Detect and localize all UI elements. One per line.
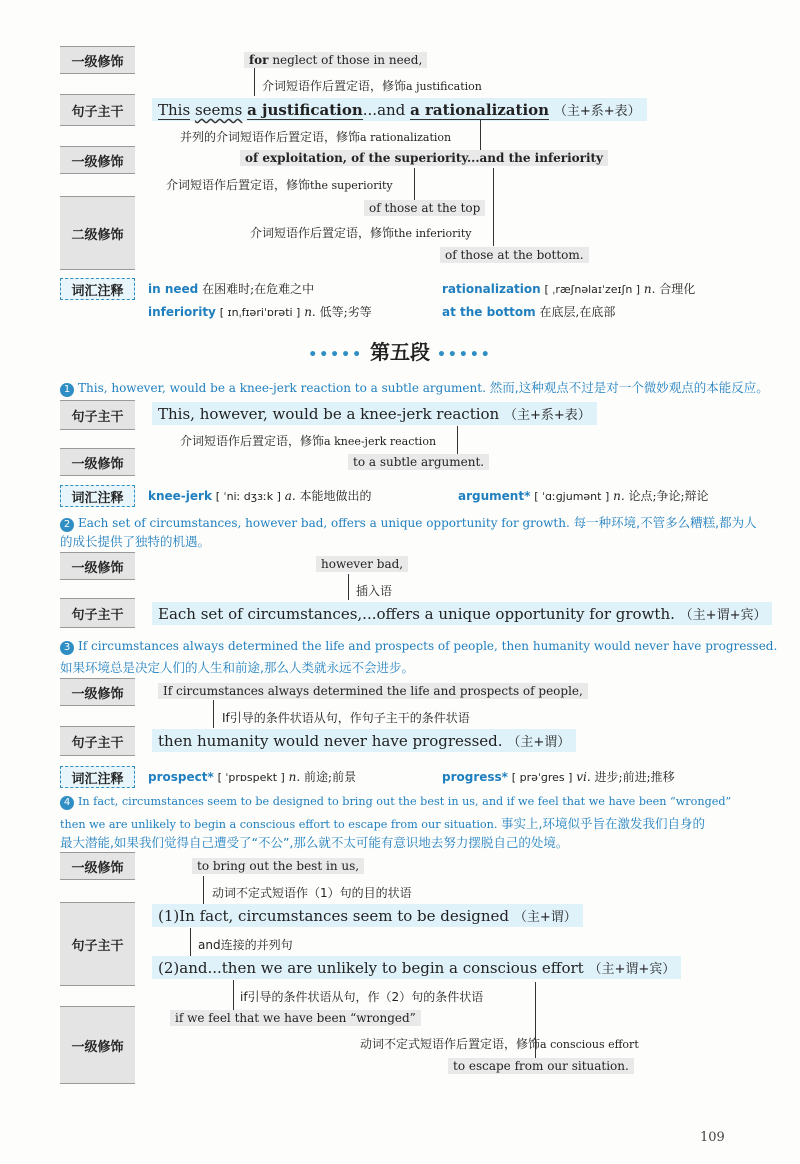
vocab-phonetic: [ ˈɑːɡjumənt ]	[534, 490, 610, 503]
vocab-word: at the bottom	[442, 305, 536, 319]
vocab-pos: n.	[288, 770, 301, 784]
vocab-label-p4: 词汇注释	[60, 278, 135, 300]
first-mod-label-s1: 一级修饰	[60, 448, 135, 476]
decor-dots-right: •••••	[436, 347, 492, 363]
vocab-label-s1: 词汇注释	[60, 485, 135, 507]
p4-frag1: for neglect of those in need,	[244, 52, 427, 68]
s4-note4-en: a conscious effort	[540, 1038, 639, 1051]
vocab-label-s3: 词汇注释	[60, 766, 135, 788]
s4-sentence2-text: (2)and...then we are unlikely to begin a conscious effort	[158, 959, 584, 977]
p4-frag4: of those at the bottom.	[440, 247, 589, 263]
second-mod-label-p4: 二级修饰	[60, 196, 135, 270]
first-mod-label-p4: 一级修饰	[60, 46, 135, 74]
decor-dots-left: •••••	[308, 347, 364, 363]
s4-structure-tag2: （主+谓+宾）	[588, 962, 676, 977]
s2-main-sentence	[152, 602, 772, 625]
main-label-p4: 句子主干	[60, 94, 135, 126]
sentence-number-badge: 2	[60, 518, 74, 532]
vocab-def: 论点;争论;辩论	[628, 489, 709, 503]
vocab-word: rationalization	[442, 282, 541, 296]
connector-line	[480, 120, 481, 150]
s2-cn1: 每一种环境,不管多么糟糕,都为人	[573, 515, 757, 530]
p4-note2-cn: 并列的介词短语作后置定语，修饰	[180, 130, 361, 144]
connector-line	[233, 980, 234, 1010]
s4-sentence1-text: (1)In fact, circumstances seem to be designed	[158, 907, 510, 925]
s3-sentence-text: then humanity would never have progressed.	[158, 732, 503, 750]
s4-frag1: to bring out the best in us,	[192, 858, 364, 874]
s2-frag: however bad,	[316, 556, 408, 572]
s4-frag3: to escape from our situation.	[448, 1058, 634, 1074]
sentence-number-badge: 1	[60, 383, 74, 397]
vocab-phonetic: [ ɪnˌfɪəriˈɒrəti ]	[219, 306, 301, 319]
first-mod-label-s4b: 一级修饰	[60, 1006, 135, 1084]
p4-note2-en: a rationalization	[360, 131, 452, 144]
s4-en2: then we are unlikely to begin a conscious effort to escape from our situation.	[60, 818, 498, 831]
connector-line	[190, 928, 191, 956]
vocab-phonetic: [ ˈprɒspekt ]	[217, 771, 285, 784]
vocab-pos: n.	[613, 489, 625, 503]
s4-original-cn	[60, 833, 568, 851]
section-title-text: 第五段	[370, 340, 430, 364]
vocab-def: 在困难时;在危难之中	[202, 282, 315, 296]
s1-note-cn: 介词短语作后置定语，修饰	[180, 434, 325, 448]
s3-structure-tag: （主+谓）	[507, 735, 571, 750]
vocab-pos: n.	[304, 305, 316, 319]
s2-structure-tag: （主+谓+宾）	[679, 608, 767, 623]
vocab-phonetic: [ ˈniː dʒɜːk ]	[215, 490, 281, 503]
s4-note3: if引导的条件状语从句，作（2）句的条件状语	[240, 990, 484, 1004]
s4-structure-tag1: （主+谓）	[513, 910, 577, 925]
p4-subject: This	[158, 101, 191, 119]
vocab-entry	[442, 303, 615, 320]
s3-original-cn	[60, 658, 414, 676]
s4-cn0: 事实上,环境似乎旨在激发我们自身的	[500, 816, 705, 831]
p4-note1-cn: 介词短语作后置定语，修饰	[262, 79, 407, 93]
connector-line	[348, 574, 349, 600]
s2-sentence-text: Each set of circumstances,...offers a unique opportunity for growth.	[158, 605, 675, 623]
vocab-word: prospect*	[148, 770, 214, 784]
connector-line	[457, 426, 458, 454]
s1-frag: to a subtle argument.	[348, 454, 489, 470]
p4-main-sentence	[152, 98, 647, 121]
vocab-entry	[148, 487, 372, 504]
main-label-s2: 句子主干	[60, 598, 135, 628]
vocab-entry	[442, 768, 675, 785]
p4-structure-tag: （主+系+表）	[553, 104, 641, 119]
vocab-def: 本能地做出的	[299, 489, 372, 503]
p4-and: ...and	[362, 101, 406, 119]
s4-note1: 动词不定式短语作（1）句的目的状语	[212, 886, 412, 900]
s2-cn2: 的成长提供了独特的机遇。	[60, 534, 211, 549]
sentence-number-badge: 4	[60, 796, 74, 810]
connector-line	[414, 168, 415, 200]
vocab-entry	[148, 768, 356, 785]
s2-en: Each set of circumstances, however bad, offers a unique opportunity for growth.	[78, 516, 570, 530]
p4-note4-cn: 介词短语作后置定语，修饰	[250, 226, 395, 240]
p4-note3	[166, 176, 393, 193]
vocab-word: argument*	[458, 489, 531, 503]
first-mod-label-s2: 一级修饰	[60, 552, 135, 580]
p4-note2	[180, 128, 451, 145]
s1-sentence-text: This, however, would be a knee-jerk reaction	[158, 405, 500, 423]
first-mod-label-s3: 一级修饰	[60, 678, 135, 706]
vocab-word: progress*	[442, 770, 508, 784]
s1-original	[60, 378, 769, 397]
p4-note4-en: the inferiority	[394, 227, 472, 240]
connector-line	[254, 68, 255, 96]
main-label-s4: 句子主干	[60, 902, 135, 986]
s4-cn1: 最大潜能,如果我们觉得自己遭受了“不公”,那么就不太可能有意识地去努力摆脱自己的处境。	[60, 835, 569, 850]
s1-note-en: a knee-jerk reaction	[324, 435, 437, 448]
s3-cn: 如果环境总是决定人们的人生和前途,那么人类就永远不会进步。	[60, 660, 414, 675]
section-title	[0, 336, 800, 365]
vocab-pos: n.	[643, 282, 656, 296]
s4-note4	[360, 1035, 639, 1052]
p4-note3-en: the superiority	[310, 179, 393, 192]
p4-note4	[250, 224, 472, 241]
s4-main-sentence1	[152, 904, 583, 927]
vocab-word: in need	[148, 282, 199, 296]
s1-main-sentence	[152, 402, 597, 425]
vocab-pos: a.	[284, 489, 296, 503]
vocab-def: 前途;前景	[304, 770, 357, 784]
vocab-word: knee-jerk	[148, 489, 212, 503]
p4-note3-cn: 介词短语作后置定语，修饰	[166, 178, 311, 192]
s1-note	[180, 432, 436, 449]
vocab-phonetic: [ prəˈɡres ]	[511, 771, 573, 784]
s1-cn: 然而,这种观点不过是对一个微妙观点的本能反应。	[489, 380, 769, 395]
vocab-def: 合理化	[659, 282, 696, 296]
first-mod-label-s4: 一级修饰	[60, 852, 135, 880]
vocab-def: 在底层,在底部	[539, 305, 616, 319]
s2-original	[60, 513, 757, 532]
s4-frag2: if we feel that we have been “wronged”	[170, 1010, 421, 1026]
s4-main-sentence2	[152, 956, 681, 979]
p4-frag2: of exploitation, of the superiority...and the inferiority	[240, 150, 608, 166]
first-mod-label-p4b: 一级修饰	[60, 146, 135, 174]
vocab-def: 进步;前进;推移	[594, 770, 675, 784]
vocab-entry	[442, 280, 695, 297]
s2-note: 插入语	[356, 584, 393, 598]
s4-original	[60, 795, 731, 810]
p4-note1	[262, 77, 482, 94]
vocab-entry	[458, 487, 709, 504]
connector-line	[203, 876, 204, 906]
vocab-def: 低等;劣等	[319, 305, 372, 319]
s1-en: This, however, would be a knee-jerk reaction to a subtle argument.	[78, 381, 486, 395]
s3-original	[60, 639, 777, 655]
s4-note4-cn: 动词不定式短语作后置定语，修饰	[360, 1037, 541, 1051]
p4-predicative1: a justification	[247, 101, 363, 119]
s4-note2: and连接的并列句	[198, 938, 293, 952]
s4-original-cont	[60, 814, 705, 832]
main-label-s1: 句子主干	[60, 400, 135, 430]
s3-frag: If circumstances always determined the life and prospects of people,	[158, 683, 588, 699]
s3-main-sentence	[152, 729, 576, 752]
main-label-s3: 句子主干	[60, 726, 135, 756]
connector-line	[493, 168, 494, 246]
p4-frag3: of those at the top	[364, 200, 485, 216]
s3-en: If circumstances always determined the life and prospects of people, then humanity would never have progressed.	[78, 639, 778, 653]
sentence-number-badge: 3	[60, 641, 74, 655]
s2-original-cont	[60, 532, 210, 550]
s3-note: If引导的条件状语从句，作句子主干的条件状语	[222, 711, 470, 725]
vocab-entry	[148, 280, 314, 297]
vocab-phonetic: [ ˌræʃnəlaɪˈzeɪʃn ]	[544, 283, 641, 296]
s1-structure-tag: （主+系+表）	[504, 408, 591, 423]
p4-predicative2: a rationalization	[410, 101, 550, 119]
vocab-entry	[148, 303, 372, 320]
p4-verb: seems	[194, 101, 243, 119]
s4-en1: In fact, circumstances seem to be designed to bring out the best in us, and if we feel that we have been “wronged”	[78, 795, 732, 808]
vocab-pos: vi.	[576, 770, 591, 784]
vocab-word: inferiority	[148, 305, 216, 319]
p4-note1-en: a justification	[406, 80, 482, 93]
connector-line	[213, 700, 214, 728]
page-number: 109	[700, 1130, 725, 1145]
